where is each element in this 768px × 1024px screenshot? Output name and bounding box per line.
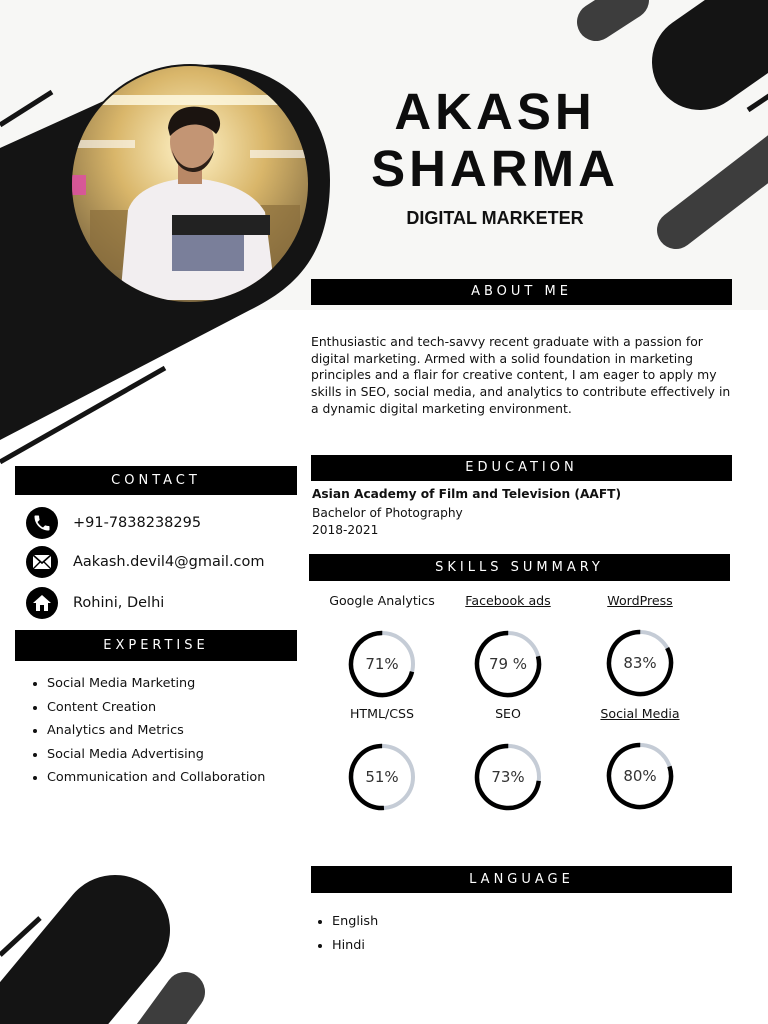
skill-label: HTML/CSS [349, 706, 415, 721]
mail-icon [26, 546, 58, 578]
skill-progress-ring [604, 742, 676, 810]
expertise-list [29, 672, 265, 790]
list-item: • Social Media Advertising [47, 743, 265, 767]
pill-shape-gray-right [676, 150, 768, 230]
skill-progress-ring [346, 630, 418, 698]
first-name: AKASH [394, 83, 596, 140]
contact-location: Rohini, Delhi [73, 595, 165, 611]
pill-shape-dark-bottom [40, 930, 115, 1020]
profile-photo [70, 64, 310, 304]
pill-shape-gray-top [596, 0, 630, 22]
skill-percent-label: 51% [365, 768, 399, 786]
diagonal-line-right [748, 92, 768, 110]
contact-email-row [26, 546, 265, 578]
skill-label: WordPress [607, 593, 673, 608]
list-item: • Communication and Collaboration [47, 766, 265, 790]
pill-shape-dark-top [700, 20, 760, 62]
list-item: • Hindi [332, 934, 378, 958]
skills-summary-heading: SKILLS SUMMARY [309, 554, 730, 581]
education-heading: EDUCATION [311, 455, 732, 481]
language-heading: LANGUAGE [311, 866, 732, 893]
skill-percent-label: 71% [365, 655, 399, 673]
home-icon [26, 587, 58, 619]
education-school: Asian Academy of Film and Television (AAFT) [312, 487, 622, 501]
contact-heading: CONTACT [15, 466, 297, 495]
job-title: DIGITAL MARKETER [406, 208, 584, 228]
education-degree: Bachelor of Photography [312, 506, 463, 520]
skill-percent-label: 83% [623, 654, 657, 672]
contact-phone-row [26, 507, 201, 539]
contact-phone: +91-7838238295 [73, 515, 202, 531]
phone-icon [26, 507, 58, 539]
pill-shape-gray-bottom [150, 992, 185, 1024]
diagonal-line-top [0, 92, 52, 125]
about-me-text: Enthusiastic and tech-savvy recent graduate with a passion for digital marketing. Armed with a solid foundation in marketing principles and a flair for creative content, I am eager to apply my skills in SEO, social media, and analytics to contribute effectively in a dynamic digital marketing environment. [311, 334, 731, 416]
skill-percent-label: 73% [491, 768, 525, 786]
about-me-heading: ABOUT ME [311, 279, 732, 305]
expertise-heading: EXPERTISE [15, 630, 297, 661]
skill-label: Social Media [600, 706, 680, 721]
skill-progress-ring [472, 743, 544, 811]
skill-label: Google Analytics [329, 593, 435, 608]
list-item: • Content Creation [47, 696, 265, 720]
skill-progress-ring [604, 629, 676, 697]
skill-percent-label: 80% [623, 767, 657, 785]
list-item: • Social Media Marketing [47, 672, 265, 696]
skill-progress-ring [472, 630, 544, 698]
language-list [314, 910, 378, 957]
contact-location-row [26, 587, 164, 619]
list-item: • Analytics and Metrics [47, 719, 265, 743]
contact-email: Aakash.devil4@gmail.com [73, 554, 265, 570]
skill-progress-ring [346, 743, 418, 811]
last-name: SHARMA [371, 140, 619, 197]
list-item: • English [332, 910, 378, 934]
education-years: 2018-2021 [312, 523, 379, 537]
skill-label: SEO [495, 706, 521, 721]
skill-label: Facebook ads [465, 593, 551, 608]
skill-percent-label: 79 % [488, 655, 528, 673]
